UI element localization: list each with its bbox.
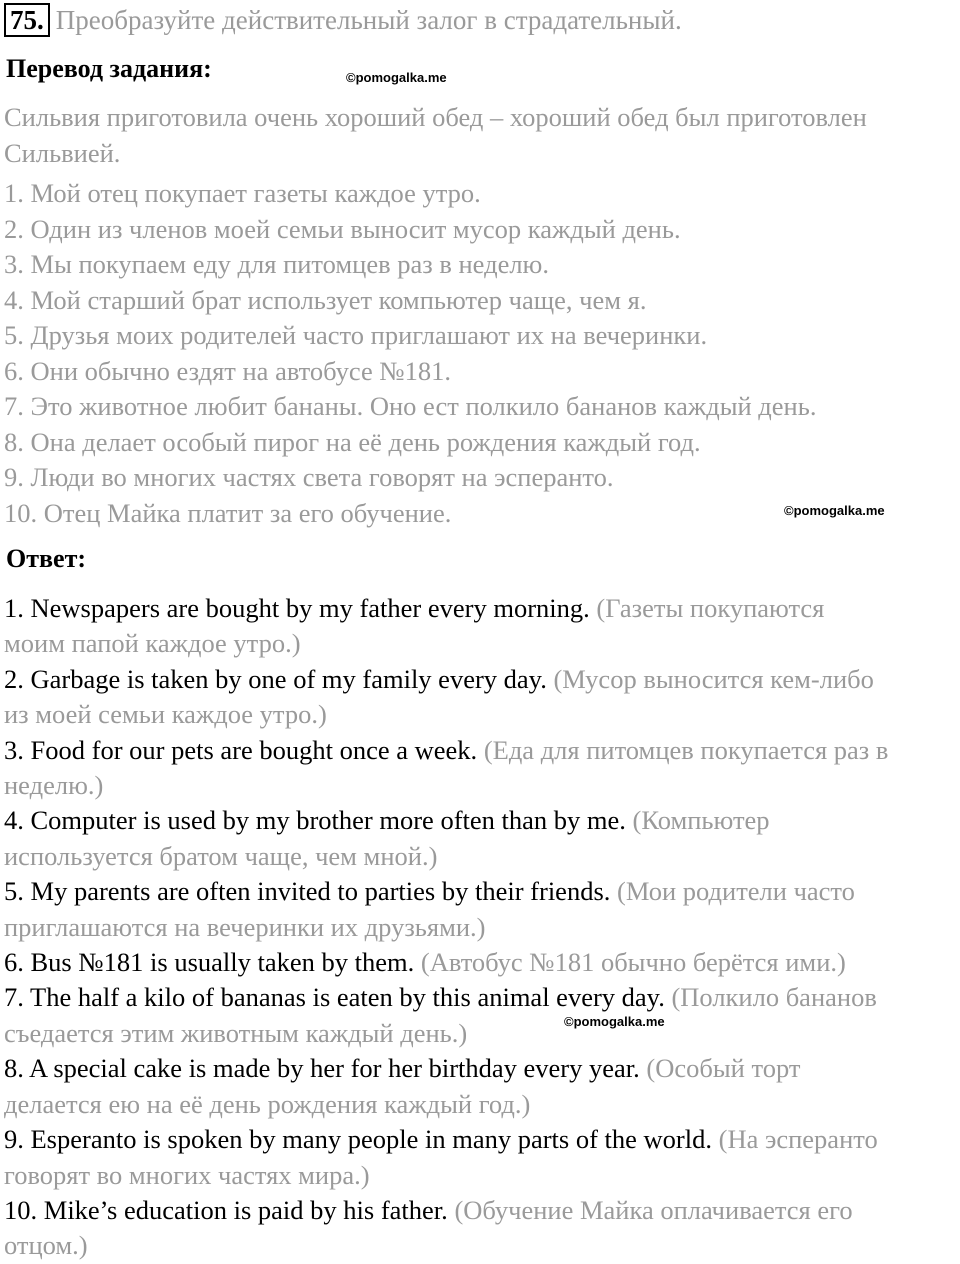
list-item: 9. Люди во многих частях света говорят на эсперанто.	[4, 462, 614, 492]
answer-english: 9. Esperanto is spoken by many people in many parts of the world.	[4, 1124, 712, 1155]
answer-english: 5. My parents are often invited to parties by their friends.	[4, 876, 611, 907]
answer-russian: (Еда для питомцев покупается раз в	[477, 734, 889, 765]
answer-russian: (Компьютер	[625, 805, 770, 836]
answer-russian-cont: используется братом чаще, чем мной.)	[4, 840, 438, 871]
list-item: 2. Один из членов моей семьи выносит мусор каждый день.	[4, 213, 681, 244]
answer-russian-cont: неделю.)	[4, 770, 104, 801]
answer-item	[4, 945, 959, 980]
list-item: 8. Она делает особый пирог на её день рождения каждый год.	[4, 426, 701, 457]
answer-english: 3. Food for our pets are bought once a week.	[4, 734, 478, 765]
task-number: 75.	[4, 3, 50, 37]
list-item: 4. Мой старший брат использует компьютер чаще, чем я.	[4, 284, 647, 315]
answer-russian: (Газеты покупаются	[589, 593, 825, 623]
answer-item	[4, 874, 959, 945]
answer-item	[4, 1122, 959, 1193]
answer-russian-cont: моим папой каждое утро.)	[4, 628, 301, 659]
answer-russian: (Обучение Майка оплачивается его	[447, 1194, 853, 1225]
list-item: 3. Мы покупаем еду для питомцев раз в неделю.	[4, 249, 549, 279]
list-item: 1. Мой отец покупает газеты каждое утро.	[4, 178, 481, 208]
answer-english: 7. The half a kilo of bananas is eaten by this animal every day.	[4, 982, 665, 1013]
translation-example	[4, 100, 954, 171]
answer-item	[4, 1051, 959, 1122]
answer-item	[4, 980, 959, 1051]
list-item: 5. Друзья моих родителей часто приглашают их на вечеринки.	[4, 320, 708, 350]
answer-russian: (Особый торт	[639, 1053, 801, 1084]
answer-russian-cont: из моей семьи каждое утро.)	[4, 699, 327, 730]
watermark: ©pomogalka.me	[346, 70, 447, 85]
answer-list	[4, 591, 959, 1264]
watermark: ©pomogalka.me	[784, 503, 885, 518]
answer-russian: (На эсперанто	[712, 1124, 878, 1155]
answer-russian: (Полкило бананов	[664, 982, 877, 1013]
answer-english: 1. Newspapers are bought by my father every morning.	[4, 593, 590, 623]
answer-item	[4, 733, 959, 804]
answer-russian: (Мои родители часто	[610, 876, 855, 907]
answer-english: 8. A special cake is made by her for her birthday every year.	[4, 1053, 640, 1084]
answer-english: 10. Mike’s education is paid by his father.	[4, 1194, 448, 1225]
list-item: 6. Они обычно ездят на автобусе №181.	[4, 355, 452, 386]
answer-heading: Ответ:	[6, 544, 87, 573]
answer-english: 6. Bus №181 is usually taken by them.	[4, 947, 415, 978]
answer-english: 2. Garbage is taken by one of my family every day.	[4, 663, 547, 694]
list-item: 10. Отец Майка платит за его обучение.	[4, 497, 452, 528]
task-instruction: Преобразуйте действительный залог в страдательный.	[55, 4, 682, 35]
answer-russian: (Мусор выносится кем-либо	[546, 663, 874, 694]
answer-english: 4. Computer is used by my brother more often than by me.	[4, 805, 626, 836]
example-line: Сильвией.	[4, 137, 121, 168]
answer-russian: (Автобус №181 обычно берётся ими.)	[414, 947, 846, 978]
translation-list	[4, 176, 954, 531]
answer-russian-cont: отцом.)	[4, 1230, 88, 1261]
example-line: Сильвия приготовила очень хороший обед – хороший обед был приготовлен	[4, 102, 867, 132]
translation-heading: Перевод задания:	[6, 54, 212, 83]
answer-item	[4, 662, 959, 733]
answer-russian-cont: съедается этим животным каждый день.)	[4, 1017, 468, 1048]
list-item: 7. Это животное любит бананы. Оно ест полкило бананов каждый день.	[4, 391, 817, 421]
answer-russian-cont: говорят во многих частях мира.)	[4, 1159, 370, 1190]
answer-item	[4, 591, 959, 662]
answer-item	[4, 1193, 959, 1264]
answer-item	[4, 803, 959, 874]
watermark: ©pomogalka.me	[564, 1014, 665, 1029]
answer-russian-cont: приглашаются на вечеринки их друзьями.)	[4, 911, 486, 942]
answer-russian-cont: делается ею на её день рождения каждый год.)	[4, 1088, 531, 1119]
task-header	[4, 2, 682, 38]
